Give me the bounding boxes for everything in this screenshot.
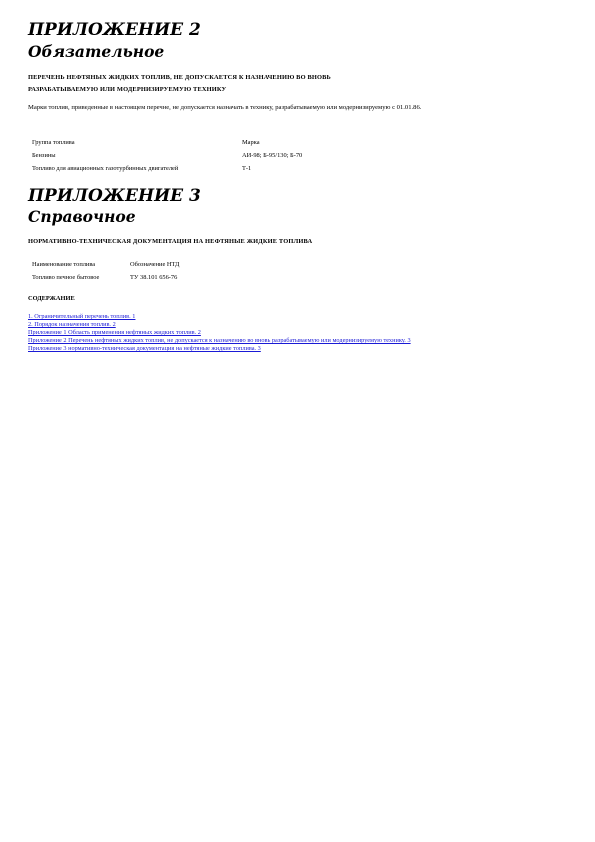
toc-link[interactable]: Приложение 3 нормативно-техническая документация на нефтяные жидкие топлива. 3 <box>28 345 261 352</box>
appendix-2-subtitle: Обязательное <box>28 42 165 61</box>
table-header-cell: Обозначение НТД <box>130 261 180 268</box>
table-header-cell: Марка <box>242 139 260 146</box>
table-row <box>32 149 362 162</box>
appendix-3-table <box>32 258 230 284</box>
toc-link[interactable]: Приложение 2 Перечень нефтяных жидких топлив, не допускается к назначению во вновь разрабатываемую или модернизируемую технику. 3 <box>28 337 411 344</box>
appendix-2-title: ПРИЛОЖЕНИЕ 2 <box>28 20 201 40</box>
table-cell: ТУ 38.101 656-76 <box>130 274 178 281</box>
appendix-3-subtitle: Справочное <box>28 207 136 226</box>
table-of-contents <box>28 313 411 353</box>
appendix-2-heading <box>28 72 331 96</box>
table-cell: Топливо печное бытовое <box>32 274 100 281</box>
appendix-2-heading-line-2: РАЗРАБАТЫВАЕМУЮ ИЛИ МОДЕРНИЗИРУЕМУЮ ТЕХНИКУ <box>28 86 227 93</box>
table-cell: Топливо для авиационных газотурбинных двигателей <box>32 165 179 172</box>
toc-link[interactable]: 1. Ограничительный перечень топлив. 1 <box>28 313 136 320</box>
toc-title: СОДЕРЖАНИЕ <box>28 295 75 302</box>
table-header-row <box>32 258 230 271</box>
appendix-3-title: ПРИЛОЖЕНИЕ 3 <box>28 186 201 206</box>
appendix-2-table <box>32 136 362 175</box>
appendix-2-heading-line-1: ПЕРЕЧЕНЬ НЕФТЯНЫХ ЖИДКИХ ТОПЛИВ, НЕ ДОПУСКАЕТСЯ К НАЗНАЧЕНИЮ ВО ВНОВЬ <box>28 74 331 81</box>
table-header-cell: Группа топлива <box>32 139 75 146</box>
appendix-2-paragraph: Марки топлив, приведенные в настоящем перечне, не допускается назначать в технику, разрабатываемую или модернизируемую с 01.01.86. <box>28 104 422 111</box>
table-cell: Бензины <box>32 152 56 159</box>
table-cell: АИ-98; Б-95/130; Б-70 <box>242 152 303 159</box>
table-header-row <box>32 136 362 149</box>
table-row <box>32 162 362 175</box>
table-row <box>32 271 230 284</box>
table-header-cell: Наименование топлива <box>32 261 96 268</box>
toc-link[interactable]: 2. Порядок назначения топлив. 2 <box>28 321 116 328</box>
table-cell: Т-1 <box>242 165 252 172</box>
toc-link[interactable]: Приложение 1 Область применения нефтяных жидких топлив. 2 <box>28 329 201 336</box>
appendix-3-heading: НОРМАТИВНО-ТЕХНИЧЕСКАЯ ДОКУМЕНТАЦИЯ НА НЕФТЯНЫЕ ЖИДКИЕ ТОПЛИВА <box>28 238 313 245</box>
